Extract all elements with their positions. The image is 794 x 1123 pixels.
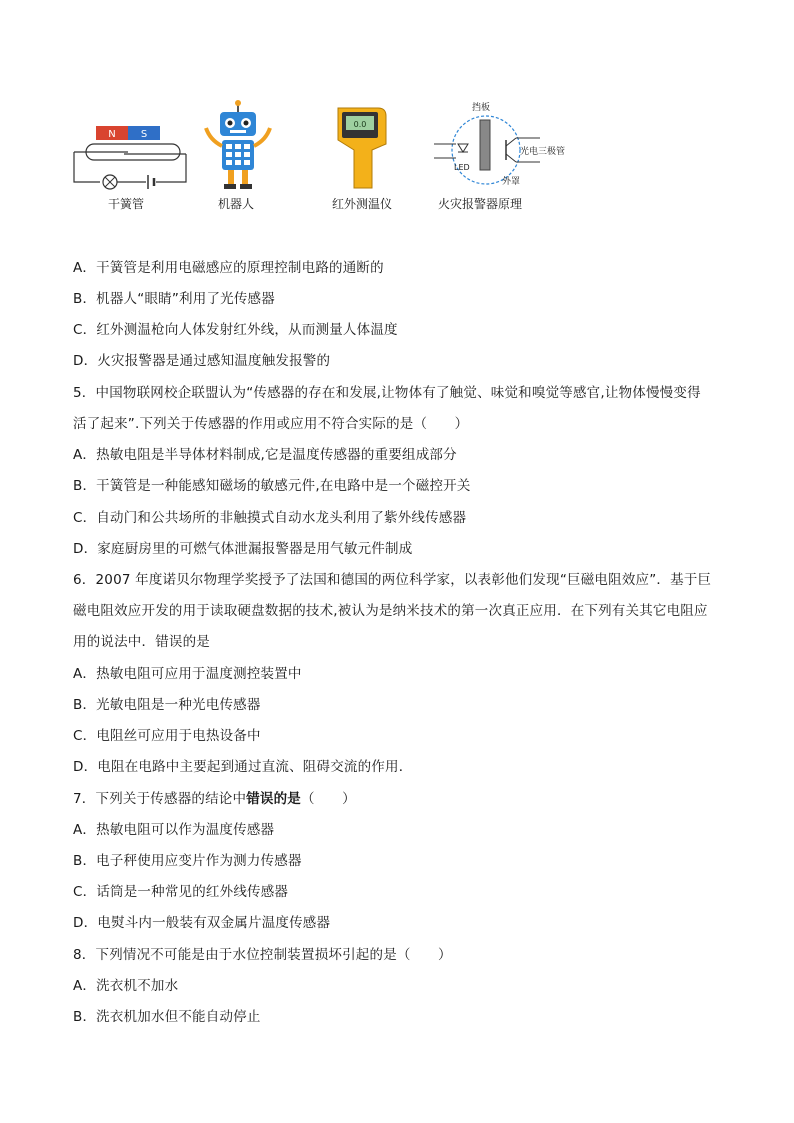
option-line: B．机器人“眼睛”利用了光传感器: [73, 291, 275, 307]
option-line: A．热敏电阻可以作为温度传感器: [73, 822, 275, 838]
question-stem: 5．中国物联网校企联盟认为“传感器的存在和发展,让物体有了触觉、味觉和嗅觉等感官,让物体慢慢变得: [73, 385, 701, 401]
option-line: A．热敏电阻是半导体材料制成,它是温度传感器的重要组成部分: [73, 447, 457, 463]
option-line: D．家庭厨房里的可燃气体泄漏报警器是用气敏元件制成: [73, 541, 413, 557]
phototransistor-label: 光电三极管: [520, 147, 566, 157]
question-stem: 8．下列情况不可能是由于水位控制装置损坏引起的是（ ）: [73, 947, 452, 963]
option-line: C．红外测温枪向人体发射红外线，从而测量人体温度: [73, 322, 398, 338]
question-stem: 活了起来”.下列关于传感器的作用或应用不符合实际的是（ ）: [73, 416, 469, 432]
option-line: D．电阻在电路中主要起到通过直流、阻碍交流的作用．: [73, 759, 413, 775]
fire-alarm-figure: [430, 100, 590, 195]
stem-text: 7．下列关于传感器的结论中: [73, 791, 247, 807]
question-stem: [73, 790, 356, 808]
stem-emphasis: 错误的是: [246, 791, 302, 807]
infrared-thermometer-figure: [332, 100, 402, 195]
option-line: B．电子秤使用应变片作为测力传感器: [73, 853, 302, 869]
figures-row: [70, 100, 590, 220]
caption-fire-alarm: 火灾报警器原理: [438, 197, 523, 211]
option-line: B．洗衣机加水但不能自动停止: [73, 1009, 261, 1025]
baffle-plate: [480, 120, 490, 170]
option-line: C．话筒是一种常见的红外线传感器: [73, 884, 289, 900]
thermometer-display: 0.0: [353, 120, 367, 129]
magnet-n-label: N: [108, 129, 116, 140]
robot-figure: [198, 100, 288, 195]
reed-switch-figure: [70, 100, 190, 195]
caption-robot: 机器人: [218, 197, 255, 211]
option-line: D．电熨斗内一般装有双金属片温度传感器: [73, 915, 331, 931]
cover-label: 外罩: [502, 177, 521, 187]
option-line: D．火灾报警器是通过感知温度触发报警的: [73, 353, 331, 369]
option-line: C．电阻丝可应用于电热设备中: [73, 728, 261, 744]
option-line: A．洗衣机不加水: [73, 978, 179, 994]
stem-text: （ ）: [301, 791, 356, 807]
option-line: A．干簧管是利用电磁感应的原理控制电路的通断的: [73, 260, 384, 276]
option-line: A．热敏电阻可应用于温度测控装置中: [73, 666, 302, 682]
option-line: B．光敏电阻是一种光电传感器: [73, 697, 261, 713]
option-line: B．干簧管是一种能感知磁场的敏感元件,在电路中是一个磁控开关: [73, 478, 471, 494]
led-label: LED: [454, 163, 470, 172]
question-stem: 用的说法中．错误的是: [73, 634, 210, 650]
caption-infrared-thermometer: 红外测温仪: [332, 197, 393, 211]
magnet-s-label: S: [140, 129, 148, 140]
led-icon: [458, 144, 468, 152]
option-line: C．自动门和公共场所的非触摸式自动水龙头利用了紫外线传感器: [73, 510, 467, 526]
question-stem: 6．2007 年度诺贝尔物理学奖授予了法国和德国的两位科学家，以表彰他们发现“巨磁电阻效应”．基于巨: [73, 572, 712, 588]
baffle-label: 挡板: [472, 103, 491, 113]
caption-reed-switch: 干簧管: [108, 197, 145, 211]
question-stem: 磁电阻效应开发的用于读取硬盘数据的技术,被认为是纳米技术的第一次真正应用．在下列有关其它电阻应: [73, 603, 708, 619]
